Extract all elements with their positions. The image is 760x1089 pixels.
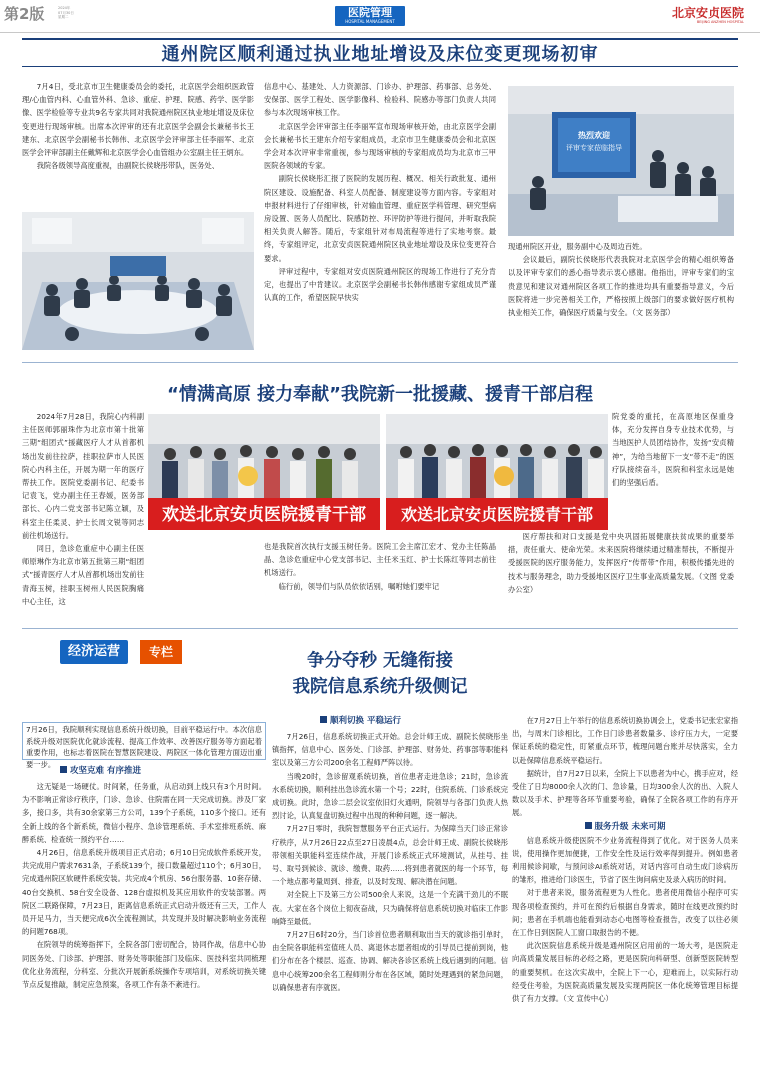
hospital-name-en: BEIJING ANZHEN HOSPITAL bbox=[696, 20, 744, 24]
column-tag bbox=[60, 640, 184, 664]
article3-title-line2: 我院信息系统升级侧记 bbox=[292, 677, 468, 697]
article1-col2-p3: 副院长侯晓彤汇报了医院的发展历程、概况、相关行政批复、通州院区建设、设施配备、科室人员配备、制度建设等方面内容。专家组对申报材料进行了仔细审核，针对输血管理、重症医学科管理、研究型病房设置、医务人员配比、院感防控、环评防护等进行提问，并听取我院相关负责人解答。随后，专家组针对布局流程等进行了实地考察。最终，专家组评定，北京安贞医院通州院区执业地址增设及床位变更符合要求。 bbox=[264, 174, 496, 263]
article2-col2-p1: 也是我院首次执行支援玉树任务。医院工会主席江宏才、党办主任陈晶晶、急诊危重症中心党支部书记、主任米玉红、护士长陈红等同志前往机场送行。 bbox=[264, 542, 496, 578]
issue-date-year: 2024年 bbox=[58, 6, 71, 10]
article2-title: “情满高原 接力奉献”我院新一批援藏、援青干部启程 bbox=[167, 384, 593, 405]
article3-col3 bbox=[512, 714, 738, 1084]
article3-col3-p4: 对于患者来说，服务流程更为人性化。患者使用微信小程序可实现各项检查预约，并可在预约后根据自身需求，随时在线更改预约时间；患者在手机端也能看到动态心电图等检查报告，改变了以往必须在工作日到医院人工窗口取报告的不便。 bbox=[512, 888, 738, 938]
article1-title: 通州院区顺利通过执业地址增设及床位变更现场初审 bbox=[161, 44, 599, 65]
subhead-square-icon bbox=[60, 766, 67, 773]
article2-photo-tibet bbox=[148, 414, 380, 530]
article3-subhead-2 bbox=[320, 714, 480, 728]
article3-intro: 7月26日，我院顺利实现信息系统升级切换，目前平稳运行中。本次信息系统升级对医院优化就诊流程、提高工作效率、改善医疗服务等方面起着重要作用，也标志着医院在智慧医院建设、两院区一体化管理方面迈出重要一步。 bbox=[26, 725, 262, 769]
subhead-square-icon bbox=[320, 716, 327, 723]
article1-photo-screen bbox=[508, 86, 734, 236]
hospital-name: 北京安贞医院 bbox=[671, 6, 744, 20]
column-tag-label: 经济运营 bbox=[60, 640, 128, 664]
section-subtitle: HOSPITAL MANAGEMENT bbox=[345, 19, 395, 24]
article3-col1-p2: 4月26日，信息系统升级项目正式启动；6月10日完成软件系统开发，共完成用户需求7631条，子系统139个，接口数量超过110个；6月30日，完成通州院区软硬件系统安装。共完成4个机房、56台服务器、10套存储、40台交换机、58台安全设备、128台虚拟机及其应用软件的安装部署。两院区二联路保障，7月23日，距离信息系统正式启动升级还有三天，工作人员开足马力，当天便完成6次全流程测试，共发现并及时解决影响业务流程的问题768项。 bbox=[22, 848, 266, 937]
article1-col1-p1: 7月4日，受北京市卫生健康委员会的委托，北京医学会组织医政管理/心血管内科、心血管外科、急诊、重症、护理、院感、药学、医学影像、医学检验等专业共9名专家共同对我院通州院区执业地址增设及床位变更进行现场审核。出席本次评审的还有北京医学会副会长兼秘书长王建东、北京医学会副秘书长韩伟、北京医学会评审部主任李丽军、北京医学会评审部副主任戴辉和北京医学会心血管组办公室副主任王炳东。 bbox=[22, 82, 254, 158]
article3-subhead-3 bbox=[512, 820, 738, 834]
article3-col3-p2: 据统计，自7月27日以来，全院上下以患者为中心，携手应对，经受住了日均8000余人次的门、急诊量，日均300余人次的出、入院人数以及手术、护理等各环节重要考验，确保了全院各项工作的有序开展。 bbox=[512, 768, 738, 818]
subhead-3-text: 服务升级 未来可期 bbox=[594, 821, 666, 832]
article3-col2-p5: 7月27日6时20分，当门诊首位患者顺利取出当天的就诊指引单时，由全院各职能科室值班人员、离退休志愿者组成的引导员已提前到岗，他们分布在各个楼层、巡查、协调、解决各诊区系统上线后遇到的问题。信息中心统筹200余名工程师则分布在各区域，随时处理遇到的紧急问题，以确保患者有序就医。 bbox=[272, 930, 508, 992]
article2-col3-p2: 医疗帮扶和对口支援是党中央巩固拓展健康扶贫成果的重要举措，责任重大、使命光荣。未来医院将继续通过精准帮扶，不断提升受援医院的医疗服务能力，发挥医疗“传帮带”作用，积极传播先进的技术与服务理念，助力受援地区医疗卫生事业高质量发展。（文图 党委办公室） bbox=[508, 532, 734, 594]
article1-col1 bbox=[22, 80, 254, 202]
article3-col2-p1: 7月26日，信息系统切换正式开始。总会计师王成、副院长侯晓彤坐镇指挥，信息中心、医务处、门诊部、护理部、财务处、药事部等职能科室以及第三方公司200余名工程师严阵以待。 bbox=[272, 732, 508, 768]
article3-col2-p4: 对全院上下及第三方公司500余人来说，这是一个充满干劲儿的不眠夜。大家在各个岗位上彻夜奋战，只为确保将信息系统切换对临床工作影响降至最低。 bbox=[272, 890, 508, 926]
page-number: 第2版 bbox=[4, 5, 45, 23]
article3-col3-p1: 在7月27日上午举行的信息系统切换协调会上，党委书记张宏家指出，与周末门诊相比，工作日门诊患者数量多、诊疗压力大，一定要保证系统的稳定性，盯紧重点环节，梳理问题台账并尽快落实，全力以赴保障信息系统平稳运行。 bbox=[512, 716, 738, 765]
article1-col2-p4: 评审过程中，专家组对安贞医院通州院区的现场工作进行了充分肯定，也提出了中肯建议。北京医学会副秘书长韩伟感谢专家组成员严谨认真的工作，希望医院早快实 bbox=[264, 266, 496, 303]
section-divider-2 bbox=[22, 628, 738, 629]
article3-col2 bbox=[272, 730, 508, 1084]
article1-photo-meeting bbox=[22, 212, 254, 350]
article2-photo-qinghai bbox=[386, 414, 608, 530]
article2-col1-p1: 2024年7月28日，我院心内科副主任医师郭丽珠作为北京市第十批第三期“组团式”援藏医疗人才从首都机场出发前往拉萨，挂职拉萨市人民医院心内科主任，开展为期一年的医疗帮扶工作。医院党委副书记、纪委书记袁飞，党办副主任王春媛，医务部部长、心内二党支部书记陈立颖，及科室主任柔灵、护士长周文锐等同志前往机场送行。 bbox=[22, 412, 144, 540]
article2-col2-p2: 临行前，领导们与队员依依话别，嘱咐她们要牢记 bbox=[278, 581, 440, 591]
article3-col3-p5: 此次医院信息系统升级是通州院区启用前的一场大考，是医院走向高质量发展目标的必经之路，更是医院向科研型、创新型医院转型的重要契机。在这次实战中，全院上下一心，迎难而上，以实际行动经受住考验，为医院高质量发展及实现两院区一体化统筹管理目标提供了有力支撑。（文 宣传中心） bbox=[512, 941, 738, 1004]
article3-col2-p2: 当晚20时，急诊留观系统切换，首位患者走进急诊；21时，急诊流水系统切换，顺利挂出急诊流水第一个号；22时，住院系统、门诊系统完成切换。此时，急诊二层会议室依旧灯火通明，院领导与各部门负责人热烈讨论，认真复盘切换过程中出现的种种问题，逐一解决。 bbox=[272, 771, 508, 821]
screen-text-line1: 热烈欢迎 bbox=[578, 131, 610, 140]
article1-col1-p2: 我院各级领导高度重视，由副院长侯晓彤带队，医务处、 bbox=[36, 161, 220, 171]
issue-date bbox=[58, 6, 98, 20]
article2-col1 bbox=[22, 410, 144, 620]
article3-subhead-1 bbox=[60, 764, 260, 778]
article2-col3 bbox=[612, 410, 734, 530]
screen-text-line2: 评审专家莅临指导 bbox=[566, 144, 622, 152]
article2-col2 bbox=[264, 540, 496, 620]
issue-date-day: 07月30日 bbox=[58, 10, 74, 15]
article2-col3b bbox=[508, 530, 734, 622]
farewell-banner-text-2: 欢送北京安贞医院援青干部 bbox=[400, 505, 594, 524]
article3-col1-p1: 这无疑是一场硬仗。时间紧，任务重，从启动到上线只有3个月时间。为不影响正常诊疗秩序，门诊、急诊、住院需在同一天完成切换。涉及厂家多，接口多，共有30余家第三方公司，139个子系统，110多个接口。还有全新上线的各个新系统，微信小程序、急诊管理系统、手术室排班系统、麻醉系统、检查统一预约平台…… bbox=[22, 782, 266, 844]
section-title: 医院管理 bbox=[348, 6, 392, 19]
subhead-2-text: 顺利切换 平稳运行 bbox=[330, 716, 401, 726]
section-divider-1 bbox=[22, 362, 738, 363]
title-rule-bottom bbox=[22, 66, 738, 67]
article1-col2-p1: 信息中心、基建处、人力资源部、门诊办、护理部、药事部、总务处、安保部、医学工程处、医学影像科、检验科、院感办等部门负责人共同参与本次现场审核工作。 bbox=[264, 82, 496, 118]
article3-col3-p3: 信息系统升级使医院不少业务流程得到了优化。对于医务人员来说，使用操作更加便捷，工作安全性及运行效率得到提升。例如患者利用候诊间歇，与预问诊AI系统对话，对话内容可自动生成门诊病历的雏形，推进给门诊医生，节省了医生询问病史及录入病历的时间。 bbox=[512, 835, 738, 885]
subhead-square-icon bbox=[585, 822, 592, 829]
article1-col2 bbox=[264, 80, 496, 350]
hospital-logo bbox=[672, 7, 744, 24]
article3-col2-p3: 7月27日零时，我院智慧服务平台正式运行。为保障当天门诊正常诊疗秩序，从7月26日22点至27日凌晨4点，总会计师王成、副院长侯晓彤带领相关职能科室连续作战，开展门诊系统正式环境测试，从挂号、挂号、取号到候诊、就诊、缴费、取药……将到患者就医的每一个环节，每一个地点都考量周到、排查，以及时发现、解决潜在问题。 bbox=[272, 824, 508, 887]
article2-col3-p1: 院党委的重托，在高原地区保重身体，充分发挥自身专业技术优势，与当地医护人员团结协作，发扬“安贞精神”，为给当地留下一支“带不走”的医疗队接续奋斗，医院和科室永远是她们的坚强后盾。 bbox=[612, 412, 734, 488]
issue-date-weekday: 星期二 bbox=[58, 15, 69, 19]
article3-title-line1: 争分夺秒 无缝衔接 bbox=[306, 651, 454, 671]
subhead-1-text: 攻坚克难 有序推进 bbox=[70, 766, 141, 776]
article2-col1-p2: 同日，急诊危重症中心副主任医师原琳作为北京市第五批第三期“组团式”援青医疗人才从首都机场出发前往青海玉树，挂职玉树州人民医院胸痛中心主任，这 bbox=[22, 544, 144, 606]
article3-col1 bbox=[22, 780, 266, 1084]
section-badge bbox=[335, 6, 405, 26]
article3-title bbox=[200, 648, 560, 700]
article1-col3-p1: 现通州院区开业，服务副中心及周边百姓。 bbox=[508, 242, 647, 251]
column-tag-suffix: 专栏 bbox=[140, 640, 182, 664]
article1-col3-p2: 会议最后，副院长侯晓彤代表我院对北京医学会的精心组织筹备以及评审专家们的悉心指导表示衷心感谢。他指出，评审专家们的宝贵意见和建议对通州院区各项工作的推进均具有重要指导意义，今后医院将进一步完善相关工作，严格按照上级部门的要求做好医疗机构执业相关工作，确保医疗质量与安全。（文 医务部） bbox=[508, 255, 734, 318]
article1-col3 bbox=[508, 240, 734, 350]
article3-col1-p3: 在院领导的统筹指挥下，全院各部门密切配合，协同作战，信息中心协同医务处、门诊部、护理部、财务处等职能部门及临床、医技科室共同梳理优化业务流程，分科室、分批次开展新系统操作专项培训，对系统切换关键节点反复推敲，制定应急预案，各项工作有条不紊进行。 bbox=[22, 940, 266, 990]
farewell-banner-text: 欢送北京安贞医院援青干部 bbox=[162, 505, 366, 525]
article1-col2-p2: 北京医学会评审部主任李丽军宣布现场审核开始，由北京医学会副会长兼秘书长王建东介绍专家组成员，北京市卫生健康委员会和北京医学会对本次评审非常重视，参与现场审核的专家组成员均为北京市三甲医院各领域的专家。 bbox=[264, 121, 496, 171]
